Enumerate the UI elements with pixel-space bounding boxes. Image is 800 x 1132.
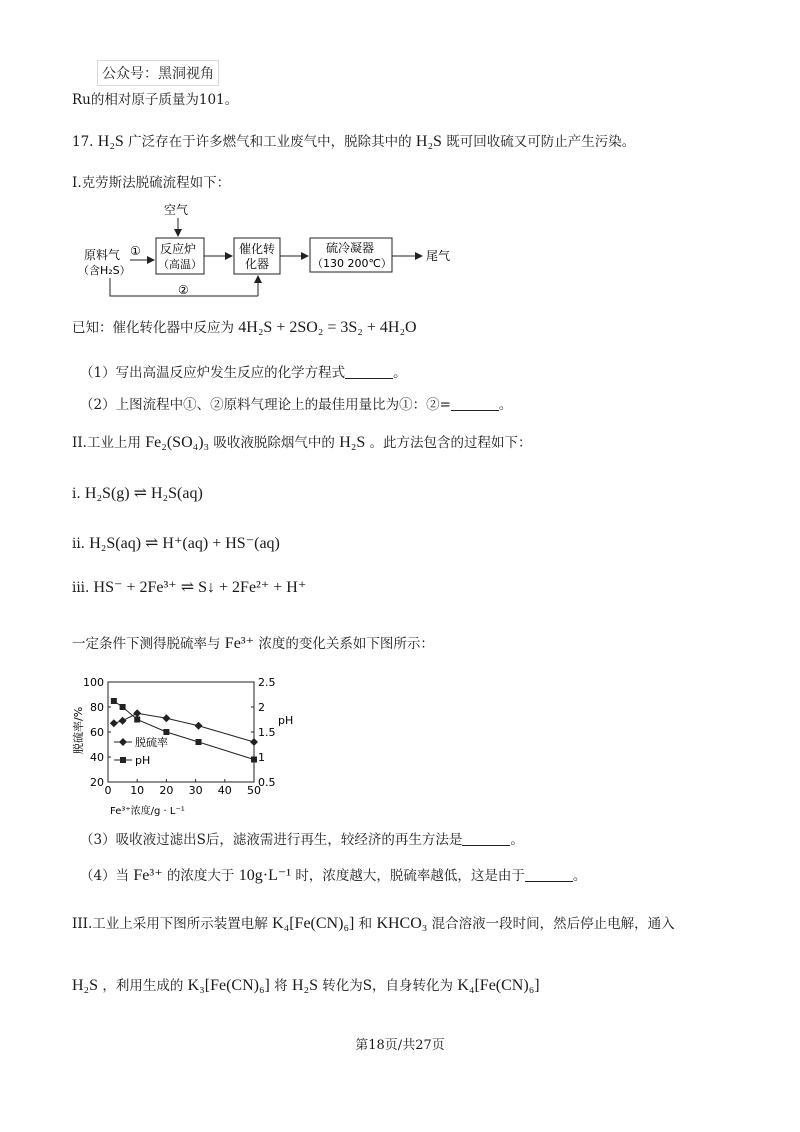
section3-text-a: III.工业上采用下图所示装置电解 — [72, 916, 268, 932]
ph-point — [163, 729, 169, 735]
known-reaction — [72, 318, 417, 337]
air-label: 空气 — [164, 203, 189, 217]
y-axis-label: 脱硫率/% — [72, 706, 85, 754]
q4-text-a: （4）当 — [80, 868, 130, 884]
mark-1: ① — [130, 244, 141, 258]
formula-h2s: H₂S — [72, 977, 99, 994]
answer-blank[interactable] — [462, 833, 510, 846]
condenser-label: 硫冷凝器 — [326, 241, 375, 255]
formula-k4: K₄[Fe(CN)₆] — [457, 977, 540, 994]
answer-blank[interactable] — [451, 398, 499, 411]
legend-marker — [119, 738, 127, 746]
series-line-2 — [114, 701, 254, 760]
known-prefix: 已知：催化转化器中反应为 — [72, 320, 234, 336]
last-text-c: 转化为S，自身转化为 — [322, 978, 454, 994]
legend-label: 脱硫率 — [135, 736, 168, 749]
x-tick-label: 20 — [159, 784, 174, 797]
y-tick-label: 100 — [83, 676, 104, 689]
plot-frame — [108, 682, 254, 782]
step-ii — [72, 534, 280, 553]
formula-khco3: KHCO₃ — [376, 915, 428, 932]
x-tick-label: 0 — [104, 784, 112, 797]
formula-k4: K₄[Fe(CN)₆] — [272, 915, 355, 932]
question-17 — [72, 132, 635, 151]
section2-text-b: 吸收液脱除烟气中的 — [213, 435, 335, 451]
feed-sub-label: （含H₂S） — [78, 264, 131, 277]
tail-gas-label: 尾气 — [426, 249, 451, 263]
feed-label: 原料气 — [84, 248, 121, 262]
formula-k3: K₃[Fe(CN)₆] — [187, 977, 270, 994]
desulfurization-point — [110, 719, 118, 727]
section-3-continued — [72, 976, 540, 995]
y-tick-label: 80 — [90, 701, 104, 714]
question-2 — [80, 397, 512, 413]
q3-text: （3）吸收液过滤出S后，滤液需进行再生，较经济的再生方法是 — [80, 832, 463, 848]
formula-fe2so43: Fe₂(SO₄)₃ — [145, 434, 210, 451]
question-number: 17. — [72, 134, 94, 150]
y2-tick-label: 2.5 — [258, 676, 276, 689]
ph-point — [111, 698, 117, 704]
known-equation: 4H₂S + 2SO₂ = 3S₂ + 4H₂O — [238, 319, 417, 336]
ph-point — [251, 757, 257, 763]
x-axis-label: Fe³⁺浓度/g · L⁻¹ — [110, 806, 185, 817]
catalyst-label-1: 催化转 — [239, 242, 276, 256]
q4-end: 。 — [572, 868, 587, 884]
q4-text-b: 的浓度大于 — [166, 868, 235, 884]
section3-text-b: 和 — [358, 916, 373, 932]
last-text-b: 将 — [274, 978, 288, 994]
desulfurization-point — [195, 722, 203, 730]
y2-axis-label: pH — [278, 714, 294, 727]
concentration-value: 10g·L⁻¹ — [238, 867, 292, 884]
desulfurization-chart — [72, 672, 322, 820]
ru-mass-line: Ru的相对原子质量为101。 — [72, 92, 239, 108]
q2-end: 。 — [498, 397, 513, 413]
condition-text-b: 浓度的变化关系如下图所示： — [258, 636, 434, 652]
section2-text-a: II.工业上用 — [72, 435, 141, 451]
step-i-label: i. — [72, 486, 81, 502]
q1-end: 。 — [393, 365, 407, 381]
condition-text-a: 一定条件下测得脱硫率与 — [72, 636, 221, 652]
answer-blank[interactable] — [525, 869, 573, 882]
condenser-sub-label: （130 200℃） — [312, 257, 392, 270]
legend-marker — [120, 757, 126, 763]
step-iii-label: iii. — [72, 580, 90, 596]
watermark: 公众号：黑洞视角 — [97, 60, 219, 86]
ph-point — [196, 739, 202, 745]
q2-text: （2）上图流程中①、②原料气理论上的最佳用量比为①：②= — [80, 397, 451, 413]
x-tick-label: 10 — [130, 784, 145, 797]
x-tick-label: 30 — [188, 784, 203, 797]
ph-point — [120, 704, 126, 710]
formula-h2s: H₂S — [415, 133, 442, 150]
y-tick-label: 20 — [90, 776, 104, 789]
furnace-label: 反应炉 — [160, 242, 197, 256]
mark-2: ② — [178, 283, 189, 297]
x-tick-label: 50 — [247, 784, 261, 797]
catalyst-label-2: 化器 — [245, 257, 270, 271]
section-1-title: I.克劳斯法脱硫流程如下： — [72, 175, 231, 191]
step-iii — [72, 578, 306, 597]
q1-text: （1）写出高温反应炉发生反应的化学方程式 — [80, 365, 346, 381]
section-3-title — [72, 914, 675, 933]
ph-point — [134, 717, 140, 723]
last-text-a: ，利用生成的 — [102, 978, 184, 994]
step-i — [72, 484, 203, 503]
page-footer: 第18页/共27页 — [355, 1038, 445, 1053]
y2-tick-label: 1.5 — [258, 726, 276, 739]
y2-tick-label: 2 — [258, 701, 265, 714]
step-ii-label: ii. — [72, 536, 85, 552]
desulfurization-point — [250, 738, 258, 746]
formula-h2s: H₂S — [291, 977, 318, 994]
q4-text-c: 时，浓度越大，脱硫率越低，这是由于 — [295, 868, 525, 884]
q3-end: 。 — [510, 832, 524, 848]
desulfurization-point — [162, 714, 170, 722]
desulfurization-point — [119, 717, 127, 725]
x-tick-label: 40 — [217, 784, 232, 797]
section3-text-c: 混合溶液一段时间，然后停止电解，通入 — [431, 916, 675, 932]
y2-tick-label: 1 — [258, 751, 265, 764]
formula-h2s: H₂S — [97, 133, 124, 150]
formula-fe3: Fe³⁺ — [133, 867, 163, 884]
desulfurization-point — [133, 709, 141, 717]
q17-text-a: 广泛存在于许多燃气和工业废气中，脱除其中的 — [128, 134, 412, 150]
answer-blank[interactable] — [345, 366, 393, 379]
section2-text-c: 。此方法包含的过程如下： — [369, 435, 532, 451]
legend-label: pH — [135, 754, 151, 767]
condition-line — [72, 634, 434, 653]
formula-fe3: Fe³⁺ — [224, 635, 255, 652]
question-4 — [80, 866, 586, 885]
equation-iii: HS⁻ + 2Fe³⁺ ⇌ S↓ + 2Fe²⁺ + H⁺ — [93, 579, 307, 596]
formula-h2s: H₂S — [339, 434, 366, 451]
q17-text-b: 既可回收硫又可防止产生污染。 — [446, 134, 636, 150]
y2-tick-label: 0.5 — [258, 776, 276, 789]
furnace-sub-label: （高温） — [158, 258, 202, 271]
equation-i: H₂S(g) ⇌ H₂S(aq) — [84, 485, 203, 502]
y-tick-label: 60 — [90, 726, 104, 739]
claus-flow-diagram — [72, 198, 492, 308]
section-2-title — [72, 433, 532, 452]
equation-ii: H₂S(aq) ⇌ H⁺(aq) + HS⁻(aq) — [89, 535, 280, 552]
question-1 — [80, 365, 407, 381]
y-tick-label: 40 — [90, 751, 104, 764]
question-3 — [80, 832, 524, 848]
